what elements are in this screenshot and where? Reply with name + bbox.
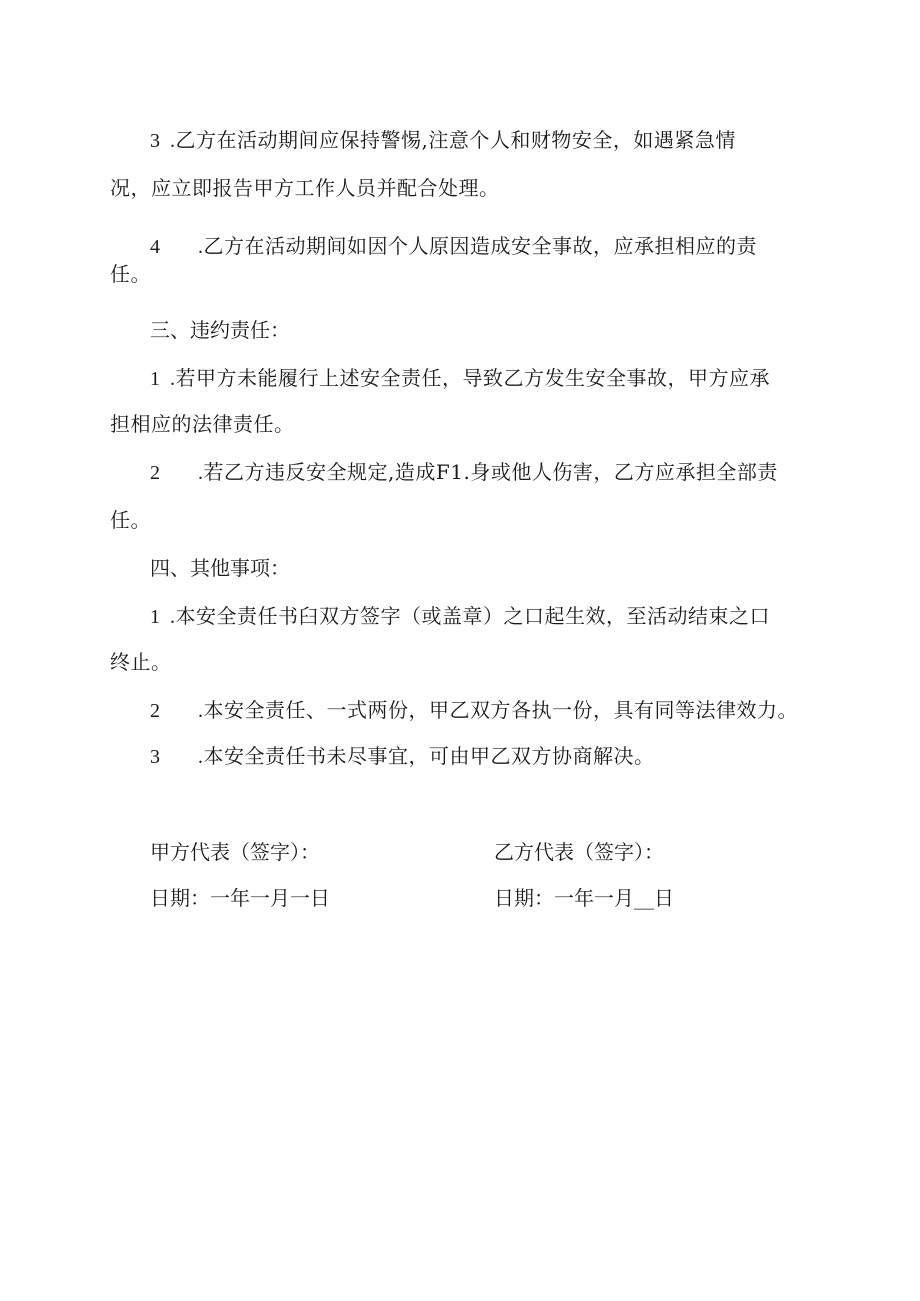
item-number: 3 — [150, 130, 161, 152]
section2-item4-line2: 任。 — [110, 262, 151, 286]
item-text: 本安全责任书未尽事宜，可由甲乙双方协商解决。 — [203, 744, 655, 768]
item-number: 2 — [150, 462, 161, 484]
section2-item4-line1: 4 .乙方在活动期间如因个人原因造成安全事故，应承担相应的责 — [150, 234, 757, 258]
party-b-signature-label: 乙方代表（签字）： — [494, 840, 664, 864]
item-number: 4 — [150, 236, 161, 258]
item-number: 3 — [150, 746, 161, 768]
section3-item2-line2: 任。 — [110, 508, 151, 532]
section4-item1-line1: 1 .本安全责任书臼双方签字（或盖章）之口起生效，至活动结束之口 — [150, 604, 770, 628]
section3-item2-line1: 2 .若乙方违反安全规定,造成F1.身或他人伤害，乙方应承担全部责 — [150, 460, 778, 484]
party-a-signature-label: 甲方代表（签字）： — [150, 840, 320, 864]
section3-item1-line2: 担相应的法律责任。 — [110, 412, 295, 436]
party-a-date: 日期：一年一月一日 — [150, 886, 330, 910]
section3-item1-line1: 1 .若甲方未能履行上述安全责任，导致乙方发生安全事故，甲方应承 — [150, 366, 770, 390]
item-text: 若甲方未能履行上述安全责任，导致乙方发生安全事故，甲方应承 — [175, 366, 770, 390]
item-text: 本安全责任书臼双方签字（或盖章）之口起生效，至活动结束之口 — [175, 604, 770, 628]
item-number: 1 — [150, 606, 161, 628]
section4-item1-line2: 终止。 — [110, 650, 172, 674]
item-text: 乙方在活动期间应保持警惕,注意个人和财物安全，如遇紧急情 — [175, 128, 736, 152]
item-number: 2 — [150, 700, 161, 722]
section2-item3-line2: 况，应立即报告甲方工作人员并配合处理。 — [110, 176, 500, 200]
item-text: 若乙方违反安全规定,造成F1.身或他人伤害，乙方应承担全部责 — [203, 460, 778, 484]
section3-heading: 三、违约责任： — [150, 318, 290, 342]
section4-item3-line1: 3 .本安全责任书未尽事宜，可由甲乙双方协商解决。 — [150, 744, 655, 768]
section4-heading: 四、其他事项： — [150, 556, 290, 580]
section4-item2-line1: 2 .本安全责任、一式两份，甲乙双方各执一份，具有同等法律效力。 — [150, 698, 798, 722]
section2-item3-line1: 3 .乙方在活动期间应保持警惕,注意个人和财物安全，如遇紧急情 — [150, 128, 736, 152]
item-number: 1 — [150, 368, 161, 390]
item-text: 本安全责任、一式两份，甲乙双方各执一份，具有同等法律效力。 — [203, 698, 798, 722]
party-b-date: 日期：一年一月__日 — [494, 886, 674, 910]
item-text: 乙方在活动期间如因个人原因造成安全事故，应承担相应的责 — [203, 234, 757, 258]
